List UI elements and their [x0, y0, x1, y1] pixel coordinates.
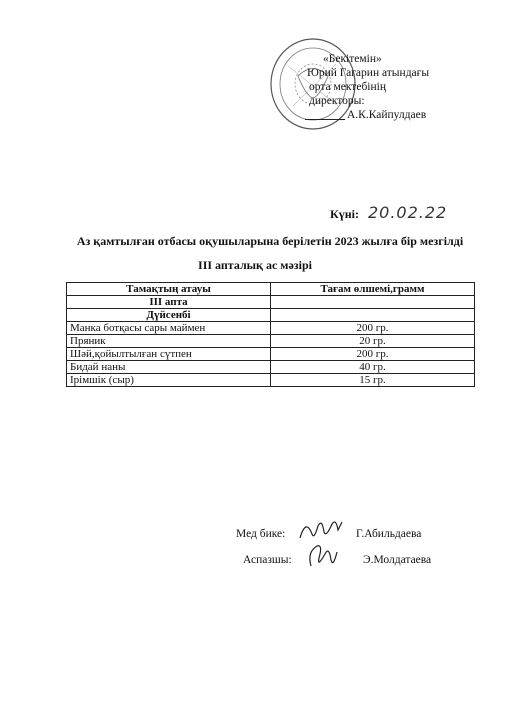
menu-table — [66, 282, 475, 387]
food-name: Манка ботқасы сары маймен — [67, 322, 271, 335]
day-label: Дүйсенбі — [67, 309, 271, 322]
empty-cell — [271, 309, 475, 322]
approval-block — [305, 52, 495, 122]
nurse-handwritten-signature — [296, 516, 346, 544]
approval-heading: «Бекітемін» — [323, 53, 382, 65]
week-row — [67, 296, 475, 309]
approval-signer-line — [305, 108, 495, 122]
table-row — [67, 348, 475, 361]
cook-signature-line — [243, 554, 432, 566]
nurse-signature-line — [236, 528, 422, 540]
approval-school-type: орта мектебінің — [309, 81, 386, 93]
document-title: Аз қамтылған отбасы оқушыларына берілетін 2023 жылға бір мезгілді — [76, 234, 464, 248]
food-amount: 20 гр. — [271, 335, 475, 348]
empty-cell — [271, 296, 475, 309]
food-name: Ірімшік (сыр) — [67, 374, 271, 387]
week-label: III апта — [67, 296, 271, 309]
approval-position: директоры: — [309, 95, 365, 107]
table-row — [67, 335, 475, 348]
header-food-name: Тамақтың атауы — [67, 283, 271, 296]
food-amount: 200 гр. — [271, 348, 475, 361]
food-amount: 40 гр. — [271, 361, 475, 374]
day-row — [67, 309, 475, 322]
approval-signer: А.К.Кайпулдаев — [347, 109, 427, 121]
table-row — [67, 374, 475, 387]
nurse-label: Мед бике: — [236, 528, 286, 540]
approval-school: Юрий Гагарин атындағы — [307, 67, 430, 79]
cook-name: Э.Молдатаева — [363, 554, 432, 566]
food-amount: 200 гр. — [271, 322, 475, 335]
header-portion: Тағам өлшемі,грамм — [271, 283, 475, 296]
nurse-name: Г.Абильдаева — [356, 528, 422, 540]
table-row — [67, 361, 475, 374]
table-row — [67, 322, 475, 335]
food-amount: 15 гр. — [271, 374, 475, 387]
food-name: Шәй,қойылтылған сүтпен — [67, 348, 271, 361]
document-subtitle: III апталық ас мәзірі — [198, 258, 312, 272]
table-header-row — [67, 283, 475, 296]
food-name: Бидай наны — [67, 361, 271, 374]
signature-line — [305, 119, 345, 120]
date-label: Күні: — [330, 207, 359, 221]
date-value: 20.02.22 — [367, 203, 448, 222]
cook-label: Аспазшы: — [243, 554, 292, 566]
cook-handwritten-signature — [303, 542, 343, 572]
food-name: Пряник — [67, 335, 271, 348]
date-line — [330, 203, 447, 222]
